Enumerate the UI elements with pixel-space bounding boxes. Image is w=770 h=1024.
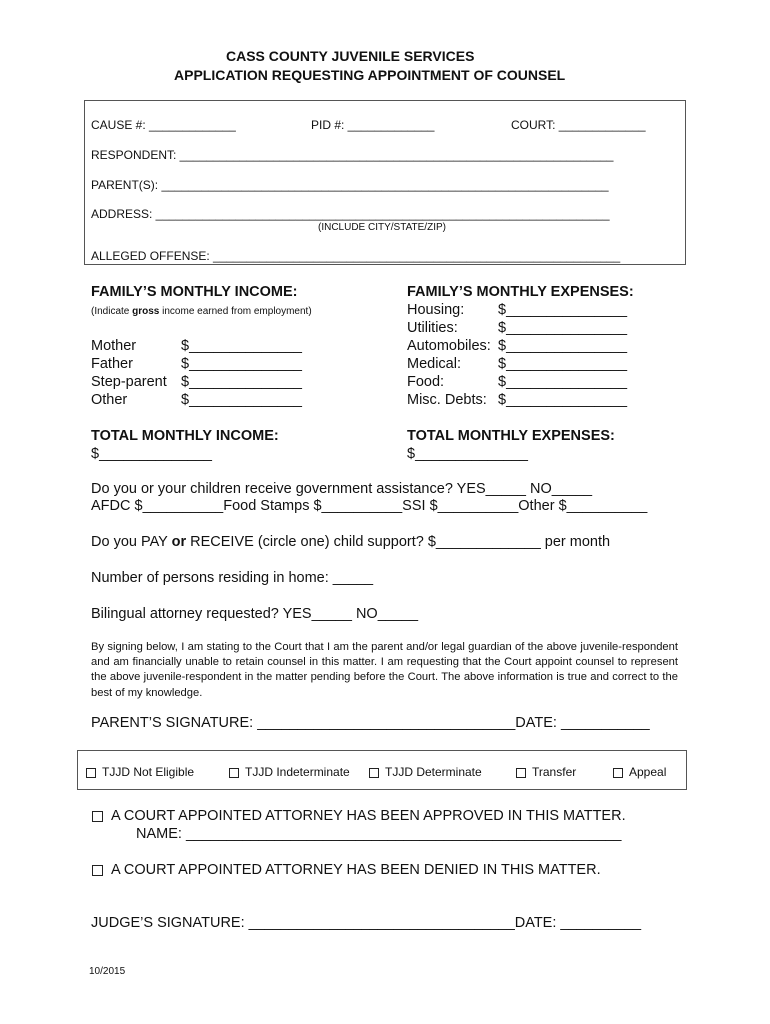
expense-label-utilities: Utilities: xyxy=(407,320,458,336)
appeal-label: Appeal xyxy=(629,765,667,779)
tjjd-indeterminate-option[interactable] xyxy=(229,765,350,779)
expense-blank-medical[interactable]: $_______________ xyxy=(498,356,628,372)
attorney-approved-option[interactable] xyxy=(92,808,626,824)
alleged-offense-field[interactable]: ALLEGED OFFENSE: _____________________________________________________________ xyxy=(91,249,621,263)
total-expenses-blank[interactable]: $______________ xyxy=(407,446,528,462)
expense-label-food: Food: xyxy=(407,374,445,390)
checkbox-icon[interactable] xyxy=(516,768,526,778)
cause-number-field[interactable]: CAUSE #: _____________ xyxy=(91,118,236,132)
checkbox-icon[interactable] xyxy=(613,768,623,778)
income-blank-step-parent[interactable]: $______________ xyxy=(181,374,302,390)
parent-signature-line[interactable]: PARENT’S SIGNATURE: ________________________________DATE: ___________ xyxy=(91,715,650,731)
bilingual-attorney-question[interactable]: Bilingual attorney requested? YES_____ NO_____ xyxy=(91,606,419,622)
expense-blank-housing[interactable]: $_______________ xyxy=(498,302,628,318)
expense-label-misc-debts: Misc. Debts: xyxy=(407,392,487,408)
income-note-pre: (Indicate xyxy=(91,306,133,317)
income-blank-mother[interactable]: $______________ xyxy=(181,338,302,354)
checkbox-icon[interactable] xyxy=(229,768,239,778)
tjjd-not-eligible-option[interactable] xyxy=(86,765,194,779)
judge-signature-line[interactable]: JUDGE’S SIGNATURE: _________________________________DATE: __________ xyxy=(91,915,642,931)
income-blank-other[interactable]: $______________ xyxy=(181,392,302,408)
attorney-denied-option[interactable] xyxy=(92,862,601,878)
expense-blank-utilities[interactable]: $_______________ xyxy=(498,320,628,336)
gov-assistance-question[interactable]: Do you or your children receive government assistance? YES_____ NO_____ xyxy=(91,481,593,497)
child-support-question[interactable] xyxy=(91,534,610,550)
expense-label-automobiles: Automobiles: xyxy=(407,338,491,354)
checkbox-icon[interactable] xyxy=(92,865,103,876)
tjjd-determinate-label: TJJD Determinate xyxy=(385,765,482,779)
income-heading: FAMILY’S MONTHLY INCOME: xyxy=(91,284,298,300)
tjjd-not-eligible-label: TJJD Not Eligible xyxy=(102,765,195,779)
parents-field[interactable]: PARENT(S): ___________________________________________________________________ xyxy=(91,178,609,192)
checkbox-icon[interactable] xyxy=(86,768,96,778)
address-note: (INCLUDE CITY/STATE/ZIP) xyxy=(318,222,446,233)
total-income-blank[interactable]: $______________ xyxy=(91,446,212,462)
tjjd-indeterminate-label: TJJD Indeterminate xyxy=(245,765,350,779)
attorney-approved-label: A COURT APPOINTED ATTORNEY HAS BEEN APPROVED IN THIS MATTER. xyxy=(111,808,626,824)
assistance-amounts[interactable]: AFDC $__________Food Stamps $__________SSI $__________Other $__________ xyxy=(91,498,648,514)
checkbox-icon[interactable] xyxy=(369,768,379,778)
income-note-post: income earned from employment) xyxy=(159,306,312,317)
income-label-other: Other xyxy=(91,392,128,408)
expense-label-medical: Medical: xyxy=(407,356,461,372)
revision-date: 10/2015 xyxy=(89,966,126,977)
expenses-heading: FAMILY’S MONTHLY EXPENSES: xyxy=(407,284,634,300)
child-support-pre: Do you PAY xyxy=(91,534,172,550)
transfer-option[interactable] xyxy=(516,765,576,779)
expense-blank-automobiles[interactable]: $_______________ xyxy=(498,338,628,354)
parent-statement: By signing below, I am stating to the Court that I am the parent and/or legal guardian of the above juvenile-respondent and am financially unable to retain counsel in this matter. I am requesting that the Court appoint counsel to represent the above juvenile-respondent in the matter pending before the Court. The above information is true and correct to the best of my knowledge. xyxy=(91,641,678,699)
court-field[interactable]: COURT: _____________ xyxy=(511,118,646,132)
pid-number-field[interactable]: PID #: _____________ xyxy=(311,118,435,132)
child-support-post: RECEIVE (circle one) child support? $_____________ per month xyxy=(186,534,611,550)
tjjd-determinate-option[interactable] xyxy=(369,765,482,779)
respondent-field[interactable]: RESPONDENT: _________________________________________________________________ xyxy=(91,148,614,162)
form-title-line1: CASS COUNTY JUVENILE SERVICES xyxy=(226,48,475,64)
attorney-denied-label: A COURT APPOINTED ATTORNEY HAS BEEN DENIED IN THIS MATTER. xyxy=(111,862,601,878)
persons-in-home-question[interactable]: Number of persons residing in home: _____ xyxy=(91,570,374,586)
total-expenses-heading: TOTAL MONTHLY EXPENSES: xyxy=(407,428,615,444)
child-support-bold: or xyxy=(171,534,187,550)
address-field[interactable]: ADDRESS: ____________________________________________________________________ xyxy=(91,207,610,221)
transfer-label: Transfer xyxy=(532,765,577,779)
checkbox-icon[interactable] xyxy=(92,811,103,822)
income-note-bold: gross xyxy=(132,306,160,317)
income-label-father: Father xyxy=(91,356,133,372)
income-label-step-parent: Step-parent xyxy=(91,374,167,390)
form-title-line2: APPLICATION REQUESTING APPOINTMENT OF COUNSEL xyxy=(174,67,566,83)
income-label-mother: Mother xyxy=(91,338,137,354)
income-blank-father[interactable]: $______________ xyxy=(181,356,302,372)
expense-blank-misc-debts[interactable]: $_______________ xyxy=(498,392,628,408)
appeal-option[interactable] xyxy=(613,765,666,779)
total-income-heading: TOTAL MONTHLY INCOME: xyxy=(91,428,279,444)
income-note xyxy=(91,306,312,317)
expense-label-housing: Housing: xyxy=(407,302,465,318)
appointed-attorney-name-field[interactable]: NAME: ______________________________________________________ xyxy=(136,826,622,842)
expense-blank-food[interactable]: $_______________ xyxy=(498,374,628,390)
